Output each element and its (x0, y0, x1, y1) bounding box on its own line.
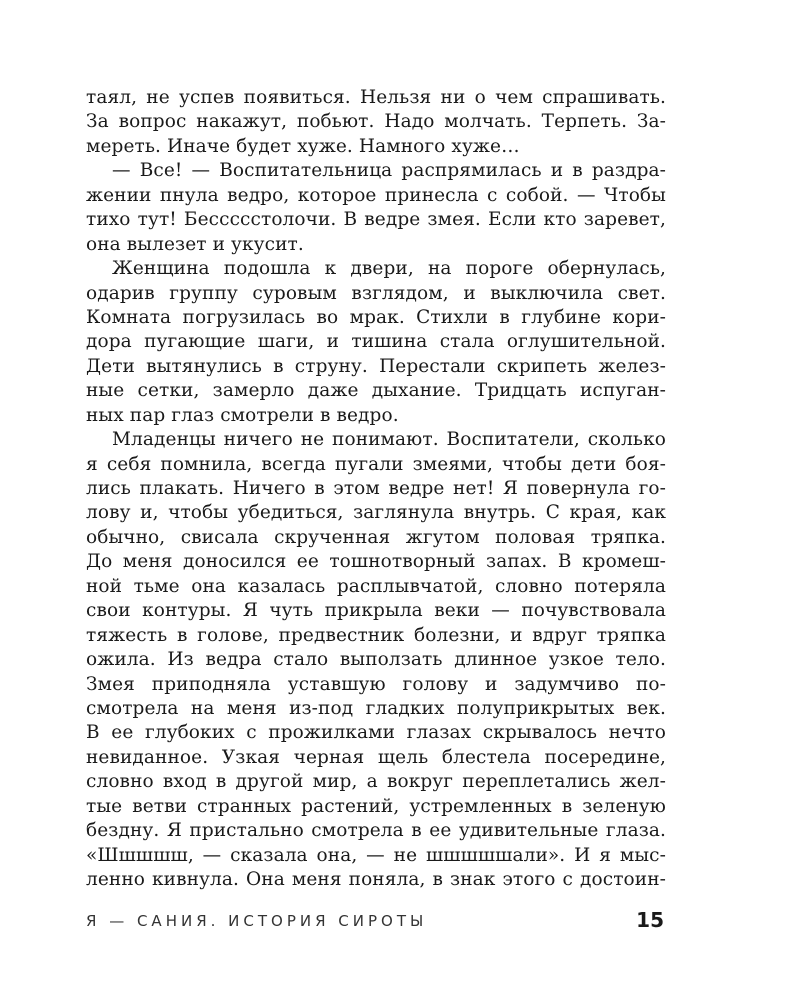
text-line: тяжесть в голове, предвестник болезни, и вдруг тряпка (86, 624, 666, 646)
text-line: ленно кивнула. Она меня поняла, в знак этого с достоин- (86, 869, 666, 890)
text-line: одарив группу суровым взглядом, и выключила свет. (86, 282, 666, 304)
text-line: Женщина подошла к двери, на пороге обернулась, (112, 258, 666, 280)
running-title: Я — САНИЯ. ИСТОРИЯ СИРОТЫ (86, 912, 428, 930)
text-line: жении пнула ведро, которое принесла с собой. — Чтобы (86, 184, 666, 206)
page-footer (86, 908, 664, 936)
text-line: свои контуры. Я чуть прикрыла веки — почувствовала (86, 600, 666, 622)
text-line: бездну. Я пристально смотрела в ее удивительные глаза. (86, 820, 666, 842)
text-line: смотрела на меня из-под гладких полуприкрытых век. (86, 697, 666, 719)
text-line: невиданное. Узкая черная щель блестела посередине, (86, 746, 666, 768)
text-line: В ее глубоких с прожилками глазах скрывалось нечто (86, 722, 666, 744)
text-line: тые ветви странных растений, устремленных в зеленую (86, 795, 666, 817)
text-line: ных пар глаз смотрели в ведро. (86, 404, 399, 426)
text-line: я себя помнила, всегда пугали змеями, чтобы дети боя- (86, 453, 666, 475)
body-text (86, 86, 666, 892)
text-line: За вопрос накажут, побьют. Надо молчать. Терпеть. За- (86, 111, 666, 133)
text-line: «Шшшшш, — сказала она, — не шшшшшали». И я мыс- (86, 844, 666, 866)
text-line: она вылезет и укусит. (86, 233, 304, 255)
text-line: мереть. Иначе будет хуже. Намного хуже… (86, 135, 520, 157)
text-line: тихо тут! Бессссстолочи. В ведре змея. Если кто заревет, (86, 209, 666, 231)
text-line: обычно, свисала скрученная жгутом половая тряпка. (86, 526, 666, 548)
page-number: 15 (636, 908, 664, 932)
text-line: лись плакать. Ничего в этом ведре нет! Я повернула го- (86, 478, 666, 499)
text-line: — Все! — Воспитательница распрямилась и в раздра- (112, 160, 666, 182)
text-line: словно вход в другой мир, а вокруг переплетались жел- (86, 771, 666, 793)
text-line: Младенцы ничего не понимают. Воспитатели, сколько (112, 429, 666, 451)
text-line: Комната погрузилась во мрак. Стихли в глубине кори- (86, 306, 666, 328)
text-line: лову и, чтобы убедиться, заглянула внутрь. С края, как (86, 502, 666, 524)
text-line: дора пугающие шаги, и тишина стала оглушительной. (86, 331, 666, 353)
text-line: До меня доносился ее тошнотворный запах. В кромеш- (86, 551, 666, 573)
text-line: ной тьме она казалась расплывчатой, словно потеряла (86, 575, 666, 597)
text-line: ожила. Из ведра стало выползать длинное узкое тело. (86, 649, 666, 671)
text-line: Змея приподняла уставшую голову и задумчиво по- (86, 673, 666, 695)
text-line: Дети вытянулись в струну. Перестали скрипеть желез- (86, 355, 666, 377)
text-line: ные сетки, замерло даже дыхание. Тридцать испуган- (86, 380, 666, 402)
text-line: таял, не успев появиться. Нельзя ни о чем спрашивать. (86, 87, 666, 108)
